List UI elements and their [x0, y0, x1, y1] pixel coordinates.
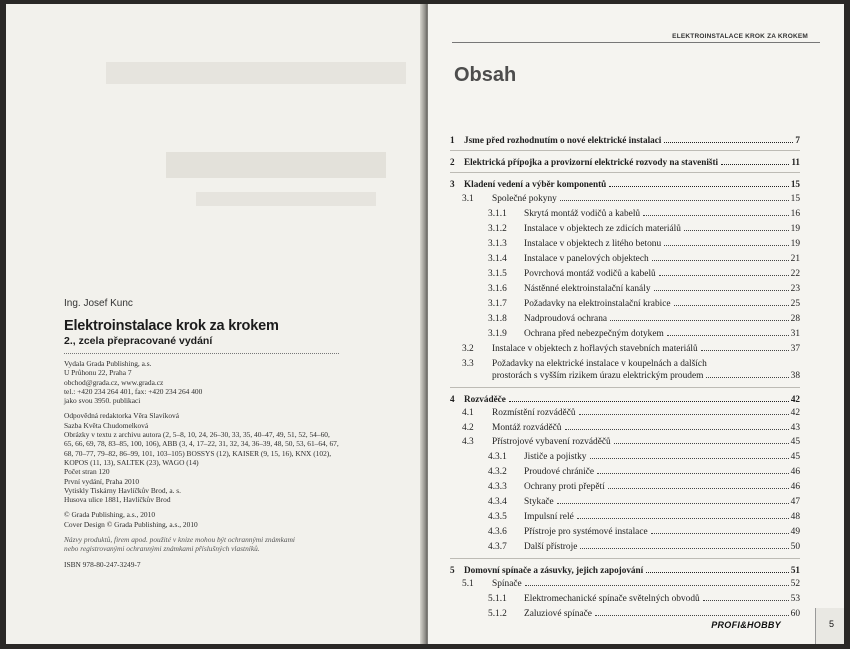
- toc-entry[interactable]: [450, 179, 800, 189]
- contents-heading: Obsah: [454, 64, 517, 86]
- toc-entry-number: 4.3.7: [488, 542, 507, 552]
- toc-leader-dots: [721, 164, 789, 165]
- toc-entry-number: 4: [450, 394, 455, 404]
- toc-entry-page: 22: [790, 269, 800, 279]
- toc-leader-dots: [646, 572, 789, 573]
- toc-entry[interactable]: [450, 329, 800, 339]
- toc-entry[interactable]: [450, 482, 800, 492]
- toc-entry-number: 4.3.2: [488, 467, 507, 477]
- toc-separator: [450, 172, 800, 173]
- toc-entry-page: 7: [795, 135, 800, 145]
- toc-entry-number: 3.1: [462, 194, 474, 204]
- toc-separator: [450, 558, 800, 559]
- toc-entry-page: 15: [790, 194, 800, 204]
- toc-leader-dots: [560, 200, 789, 201]
- toc-entry-title: Elektrická přípojka a provizorní elektrické rozvody na staveništi: [464, 157, 719, 167]
- publisher-line: obchod@grada.cz, www.grada.cz: [64, 377, 164, 387]
- publisher-line: U Průhonu 22, Praha 7: [64, 368, 132, 378]
- toc-leader-dots: [609, 186, 789, 187]
- toc-leader-dots: [674, 305, 789, 306]
- copyright-line: © Grada Publishing, a.s., 2010: [64, 510, 156, 520]
- toc-entry-number: 3.1.6: [488, 284, 507, 294]
- toc-entry-title: Stykače: [524, 497, 554, 507]
- imprint-block: [64, 298, 349, 569]
- toc-entry-title: Impulsní relé: [524, 512, 574, 522]
- toc-entry-number: 3.3: [462, 359, 474, 369]
- toc-entry-number: 3.1.2: [488, 224, 507, 234]
- toc-entry[interactable]: [450, 239, 800, 249]
- series-brand: PROFI&HOBBY: [711, 620, 781, 630]
- toc-entry-number: 3: [450, 179, 455, 189]
- toc-entry-title: Přístroje pro systémové instalace: [524, 527, 648, 537]
- toc-entry-page: 19: [790, 224, 800, 234]
- publisher-line: Vydala Grada Publishing, a.s.: [64, 359, 152, 368]
- toc-entry-number: 3.1.4: [488, 254, 507, 264]
- toc-entry-page: 45: [790, 452, 800, 462]
- toc-entry-title: Domovní spínače a zásuvky, jejich zapojování: [464, 565, 644, 575]
- notice-line: nebo registrovanými ochrannými známkami příslušných vlastníků.: [64, 544, 260, 554]
- notice-line: Názvy produktů, firem apod. použité v knize mohou být ochrannými známkami: [64, 535, 295, 545]
- toc-entry-page: 16: [790, 209, 800, 219]
- toc-leader-dots: [701, 350, 789, 351]
- toc-entry-page: 28: [790, 314, 800, 324]
- toc-entry-page: 38: [790, 371, 800, 381]
- toc-entry-title: Elektromechanické spínače světelných obvodů: [524, 594, 700, 604]
- toc-entry[interactable]: [450, 299, 800, 309]
- credits-line: První vydání, Praha 2010: [64, 476, 140, 486]
- toc-entry-title: Jsme před rozhodnutím o nové elektrické instalaci: [464, 135, 662, 145]
- toc-entry-number: 3.1.8: [488, 314, 507, 324]
- toc-entry[interactable]: [450, 467, 800, 477]
- toc-leader-dots: [654, 290, 789, 291]
- toc-leader-dots: [590, 458, 789, 459]
- divider: [64, 353, 339, 354]
- toc-leader-dots: [608, 488, 789, 489]
- book-spread: [6, 4, 844, 644]
- show-through-shape: [6, 32, 424, 222]
- toc-leader-dots: [684, 230, 789, 231]
- toc-entry-title: Jističe a pojistky: [524, 452, 587, 462]
- toc-entry-title: Instalace v objektech z litého betonu: [524, 239, 662, 249]
- toc-entry-title: Přístrojové vybavení rozváděčů: [492, 437, 611, 447]
- toc-entry-number: 3.1.9: [488, 329, 507, 339]
- toc-entry-number: 4.3.3: [488, 482, 507, 492]
- toc-entry[interactable]: [450, 394, 800, 404]
- toc-entry[interactable]: [450, 497, 800, 507]
- toc-leader-dots: [643, 215, 789, 216]
- copyright-line: Cover Design © Grada Publishing, a.s., 2010: [64, 519, 198, 529]
- toc-entry-page: 43: [790, 423, 800, 433]
- credits-info: [64, 411, 349, 504]
- toc-entry-number: 3.1.3: [488, 239, 507, 249]
- toc-entry-number: 5.1: [462, 579, 474, 589]
- toc-entry-title: Nástěnné elektroinstalační kanály: [524, 284, 651, 294]
- toc-leader-dots: [664, 245, 788, 246]
- credits-line: KOPOS (11, 13), SALTEK (23), WAGO (14): [64, 457, 199, 467]
- toc-entry[interactable]: [450, 209, 800, 219]
- toc-entry-page: 46: [790, 482, 800, 492]
- toc-entry-page: 46: [790, 467, 800, 477]
- toc-entry-page: 51: [790, 565, 800, 575]
- toc-entry-page: 31: [790, 329, 800, 339]
- toc-entry-title: Společné pokyny: [492, 194, 557, 204]
- page-number: 5: [828, 619, 834, 629]
- toc-entry[interactable]: [450, 371, 800, 381]
- toc-entry-number: 2: [450, 157, 455, 167]
- toc-entry-number: 3.1.5: [488, 269, 507, 279]
- credits-line: Obrázky v textu z archivu autora (2, 5–8, 10, 24, 26–30, 33, 35, 40–47, 49, 51, 52, 54–60,: [64, 430, 330, 440]
- toc-entry-number: 3.1.1: [488, 209, 507, 219]
- toc-entry[interactable]: [450, 359, 800, 369]
- toc-entry-page: 48: [790, 512, 800, 522]
- toc-entry-title: Žaluziové spínače: [524, 609, 592, 619]
- toc-entry-page: 45: [790, 437, 800, 447]
- toc-entry[interactable]: [450, 452, 800, 462]
- toc-entry-number: 1: [450, 135, 455, 145]
- toc-entry-title: Instalace v objektech z hořlavých stavebních materiálů: [492, 344, 698, 354]
- toc-entry-page: 15: [790, 179, 800, 189]
- toc-leader-dots: [557, 503, 789, 504]
- toc-entry[interactable]: [450, 284, 800, 294]
- toc-entry-title: Další přístroje: [524, 542, 578, 552]
- toc-entry-page: 37: [790, 344, 800, 354]
- toc-entry-page: 11: [791, 157, 800, 167]
- toc-leader-dots: [525, 585, 789, 586]
- publisher-info: [64, 359, 349, 405]
- credits-line: 65, 66, 69, 78, 83–85, 100, 106), ABB (3, 4, 17–22, 31, 32, 34, 36–39, 48, 50, 53, 61–64, 67,: [64, 439, 339, 449]
- toc-separator: [450, 150, 800, 151]
- toc-entry-page: 52: [790, 579, 800, 589]
- credits-line: Počet stran 120: [64, 467, 110, 477]
- toc-entry-page: 21: [790, 254, 800, 264]
- credits-line: Odpovědná redaktorka Věra Slavíková: [64, 411, 179, 421]
- toc-entry[interactable]: [450, 579, 800, 589]
- toc-entry-title: Montáž rozváděčů: [492, 423, 562, 433]
- toc-entry-title: Rozváděče: [464, 394, 506, 404]
- toc-entry[interactable]: [450, 408, 800, 418]
- toc-entry[interactable]: [450, 527, 800, 537]
- toc-leader-dots: [565, 429, 789, 430]
- toc-leader-dots: [667, 335, 789, 336]
- toc-leader-dots: [595, 615, 789, 616]
- toc-entry[interactable]: [450, 609, 800, 619]
- toc-entry-title: prostorách s vyšším rizikem úrazu elektrickým proudem: [492, 371, 704, 381]
- toc-leader-dots: [652, 260, 789, 261]
- toc-leader-dots: [579, 414, 789, 415]
- toc-entry[interactable]: [450, 269, 800, 279]
- toc-entry-page: 42: [790, 408, 800, 418]
- publisher-line: tel.: +420 234 264 401, fax: +420 234 264 400: [64, 386, 203, 396]
- toc-leader-dots: [614, 443, 789, 444]
- running-head: ELEKTROINSTALACE KROK ZA KROKEM: [672, 33, 808, 40]
- toc-entry[interactable]: [450, 512, 800, 522]
- toc-separator: [450, 387, 800, 388]
- toc-leader-dots: [664, 142, 793, 143]
- toc-entry-number: 4.3: [462, 437, 474, 447]
- toc-entry[interactable]: [450, 194, 800, 204]
- toc-leader-dots: [651, 533, 789, 534]
- toc-entry-page: 25: [790, 299, 800, 309]
- toc-entry[interactable]: [450, 135, 800, 145]
- toc-entry-page: 50: [790, 542, 800, 552]
- toc-entry-number: 4.3.4: [488, 497, 507, 507]
- toc-entry-page: 53: [790, 594, 800, 604]
- isbn: ISBN 978-80-247-3249-7: [64, 559, 141, 569]
- toc-entry[interactable]: [450, 565, 800, 575]
- toc-leader-dots: [659, 275, 789, 276]
- toc-entry-title: Spínače: [492, 579, 522, 589]
- publisher-line: jako svou 3950. publikaci: [64, 396, 141, 406]
- toc-entry[interactable]: [450, 314, 800, 324]
- toc-entry-number: 4.3.6: [488, 527, 507, 537]
- toc-entry[interactable]: [450, 157, 800, 167]
- toc-leader-dots: [580, 548, 788, 549]
- trademark-notice: [64, 535, 349, 554]
- toc-entry[interactable]: [450, 542, 800, 552]
- toc-entry-title: Kladení vedení a výběr komponentů: [464, 179, 607, 189]
- toc-leader-dots: [706, 377, 788, 378]
- toc-entry-number: 5.1.1: [488, 594, 507, 604]
- toc-entry-page: 47: [790, 497, 800, 507]
- toc-entry-title: Instalace v objektech ze zdicích materiálů: [524, 224, 681, 234]
- toc-entry-title: Rozmístění rozváděčů: [492, 408, 576, 418]
- toc-entry-title: Nadproudová ochrana: [524, 314, 608, 324]
- toc-entry-title: Povrchová montáž vodičů a kabelů: [524, 269, 656, 279]
- toc-leader-dots: [509, 401, 789, 402]
- toc-entry-title: Instalace v panelových objektech: [524, 254, 649, 264]
- toc-entry[interactable]: [450, 254, 800, 264]
- toc-entry[interactable]: [450, 594, 800, 604]
- toc-entry-number: 4.1: [462, 408, 474, 418]
- credits-line: 68, 70–77, 79–82, 86–99, 101, 103–105) BOSSYS (12), KAISER (9, 15, 16), KNX (102),: [64, 448, 332, 458]
- toc-leader-dots: [610, 320, 789, 321]
- copyright-info: [64, 510, 349, 529]
- toc-leader-dots: [577, 518, 789, 519]
- toc-entry-number: 4.3.1: [488, 452, 507, 462]
- credits-line: Sazba Květa Chudomelková: [64, 420, 149, 430]
- toc-entry-title: Požadavky na elektroinstalační krabice: [524, 299, 671, 309]
- toc-entry-title: Ochrana před nebezpečným dotykem: [524, 329, 664, 339]
- toc-entry-page: 23: [790, 284, 800, 294]
- right-page: [428, 4, 844, 644]
- toc-entry[interactable]: [450, 224, 800, 234]
- toc-entry-title: Ochrany proti přepětí: [524, 482, 605, 492]
- credits-line: Husova ulice 1881, Havlíčkův Brod: [64, 495, 171, 505]
- toc-entry-page: 49: [790, 527, 800, 537]
- header-rule: [452, 42, 820, 43]
- book-edition: 2., zcela přepracované vydání: [64, 335, 213, 347]
- toc-entry-title: Požadavky na elektrické instalace v koupelnách a dalších: [492, 359, 707, 369]
- toc-leader-dots: [597, 473, 789, 474]
- toc-entry-number: 3.2: [462, 344, 474, 354]
- author-name: Ing. Josef Kunc: [64, 298, 133, 309]
- toc-entry-title: Skrytá montáž vodičů a kabelů: [524, 209, 641, 219]
- toc-entry[interactable]: [450, 437, 800, 447]
- toc-entry-page: 42: [790, 394, 800, 404]
- toc-entry[interactable]: [450, 344, 800, 354]
- toc-entry-number: 5: [450, 565, 455, 575]
- toc-entry-number: 3.1.7: [488, 299, 507, 309]
- left-page: [6, 4, 424, 644]
- toc-entry-page: 60: [790, 609, 800, 619]
- toc-entry-number: 4.3.5: [488, 512, 507, 522]
- toc-entry-number: 4.2: [462, 423, 474, 433]
- toc-leader-dots: [703, 600, 789, 601]
- show-through-graphic: [6, 32, 424, 222]
- toc-entry[interactable]: [450, 423, 800, 433]
- book-title: Elektroinstalace krok za krokem: [64, 318, 279, 334]
- credits-line: Vytiskly Tiskárny Havlíčkův Brod, a. s.: [64, 485, 182, 495]
- toc-entry-title: Proudové chrániče: [524, 467, 595, 477]
- toc-entry-number: 5.1.2: [488, 609, 507, 619]
- toc-entry-page: 19: [790, 239, 800, 249]
